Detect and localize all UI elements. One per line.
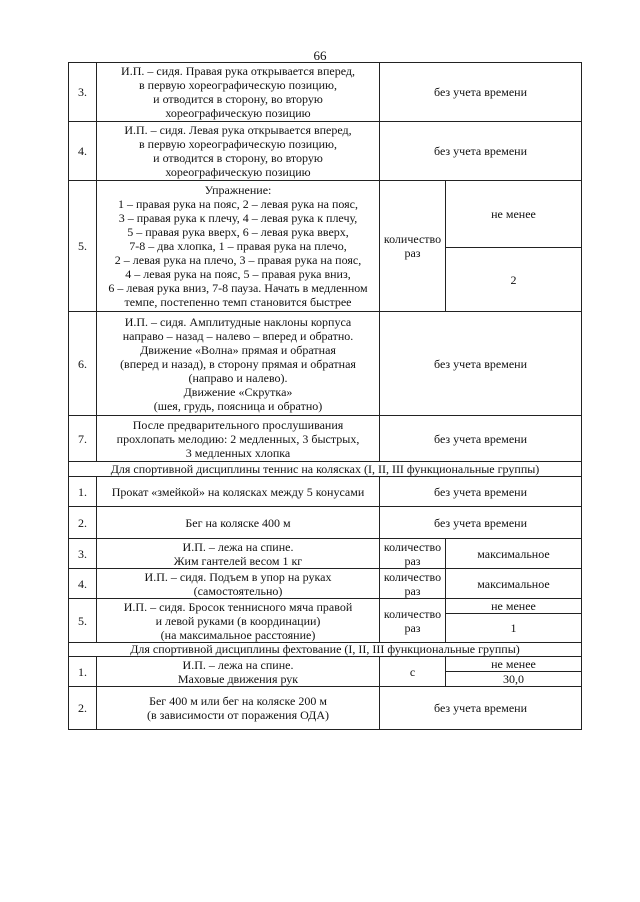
row-number: 3. bbox=[69, 539, 97, 569]
table-row bbox=[69, 122, 582, 181]
norm-value: 30,0 bbox=[446, 672, 582, 687]
table-row bbox=[69, 507, 582, 539]
section-title-fencing: Для спортивной дисциплины фехтование (I, II, III функциональные группы) bbox=[69, 643, 582, 657]
table-row bbox=[69, 599, 582, 614]
exercise-description: И.П. – лежа на спине. Жим гантелей весом 1 кг bbox=[97, 539, 380, 569]
exercise-description: Бег 400 м или бег на коляске 200 м (в зависимости от поражения ОДА) bbox=[97, 687, 380, 730]
norm-value: без учета времени bbox=[380, 63, 582, 122]
exercise-description: И.П. – сидя. Бросок теннисного мяча правой и левой руками (в координации) (на максимальное расстояние) bbox=[97, 599, 380, 643]
norm-value: максимальное bbox=[446, 539, 582, 569]
row-number: 2. bbox=[69, 507, 97, 539]
norm-value: 1 bbox=[446, 614, 582, 643]
row-number: 4. bbox=[69, 569, 97, 599]
section-title-tennis: Для спортивной дисциплины теннис на колясках (I, II, III функциональные группы) bbox=[69, 462, 582, 477]
row-number: 1. bbox=[69, 657, 97, 687]
section-header-row bbox=[69, 643, 582, 657]
norm-label: не менее bbox=[446, 599, 582, 614]
exercise-description: И.П. – сидя. Амплитудные наклоны корпуса направо – назад – налево – вперед и обратно. Движение «Волна» прямая и обратная (вперед и назад), в сторону прямая и обратная (направо и налево). Движение «Скрутка» (шея, грудь, поясница и обратно) bbox=[97, 312, 380, 416]
norms-table bbox=[68, 62, 582, 730]
unit: количество раз bbox=[380, 569, 446, 599]
row-number: 5. bbox=[69, 181, 97, 312]
unit: количество раз bbox=[380, 181, 446, 312]
norm-value: 2 bbox=[446, 248, 582, 312]
norm-value: без учета времени bbox=[380, 507, 582, 539]
table-row bbox=[69, 416, 582, 462]
section-header-row bbox=[69, 462, 582, 477]
norm-value: без учета времени bbox=[380, 312, 582, 416]
page-number: 66 bbox=[313, 48, 327, 63]
table-row bbox=[69, 312, 582, 416]
row-number: 7. bbox=[69, 416, 97, 462]
unit: с bbox=[380, 657, 446, 687]
norm-label: не менее bbox=[446, 181, 582, 248]
row-number: 1. bbox=[69, 477, 97, 507]
table-row bbox=[69, 477, 582, 507]
exercise-description: И.П. – сидя. Правая рука открывается вперед, в первую хореографическую позицию, и отводится в сторону, во вторую хореографическую позицию bbox=[97, 63, 380, 122]
unit: количество раз bbox=[380, 599, 446, 643]
table-row bbox=[69, 687, 582, 730]
table-row bbox=[69, 63, 582, 122]
norm-value: без учета времени bbox=[380, 687, 582, 730]
row-number: 3. bbox=[69, 63, 97, 122]
norm-label: не менее bbox=[446, 657, 582, 672]
norm-value: без учета времени bbox=[380, 416, 582, 462]
table-row bbox=[69, 657, 582, 672]
table-row bbox=[69, 569, 582, 599]
exercise-description: И.П. – сидя. Подъем в упор на руках (самостоятельно) bbox=[97, 569, 380, 599]
table-row bbox=[69, 181, 582, 248]
exercise-description: После предварительного прослушивания прохлопать мелодию: 2 медленных, 3 быстрых, 3 медленных хлопка bbox=[97, 416, 380, 462]
exercise-description: Бег на коляске 400 м bbox=[97, 507, 380, 539]
norm-value: без учета времени bbox=[380, 122, 582, 181]
exercise-description: Прокат «змейкой» на колясках между 5 конусами bbox=[97, 477, 380, 507]
row-number: 2. bbox=[69, 687, 97, 730]
exercise-description: И.П. – лежа на спине. Маховые движения рук bbox=[97, 657, 380, 687]
row-number: 4. bbox=[69, 122, 97, 181]
table-row bbox=[69, 539, 582, 569]
row-number: 5. bbox=[69, 599, 97, 643]
row-number: 6. bbox=[69, 312, 97, 416]
unit: количество раз bbox=[380, 539, 446, 569]
exercise-description: И.П. – сидя. Левая рука открывается вперед, в первую хореографическую позицию, и отводится в сторону, во вторую хореографическую позицию bbox=[97, 122, 380, 181]
norm-value: без учета времени bbox=[380, 477, 582, 507]
norm-value: максимальное bbox=[446, 569, 582, 599]
exercise-description: Упражнение: 1 – правая рука на пояс, 2 – левая рука на пояс, 3 – правая рука к плечу, 4 – левая рука к плечу, 5 – правая рука вверх, 6 – левая рука вверх, 7-8 – два хлопка, 1 – правая рука на плечо, 2 – левая рука на плечо, 3 – правая рука на пояс, 4 – левая рука на пояс, 5 – правая рука вниз, 6 – левая рука вниз, 7-8 пауза. Начать в медленном темпе, постепенно темп становится быстрее bbox=[97, 181, 380, 312]
